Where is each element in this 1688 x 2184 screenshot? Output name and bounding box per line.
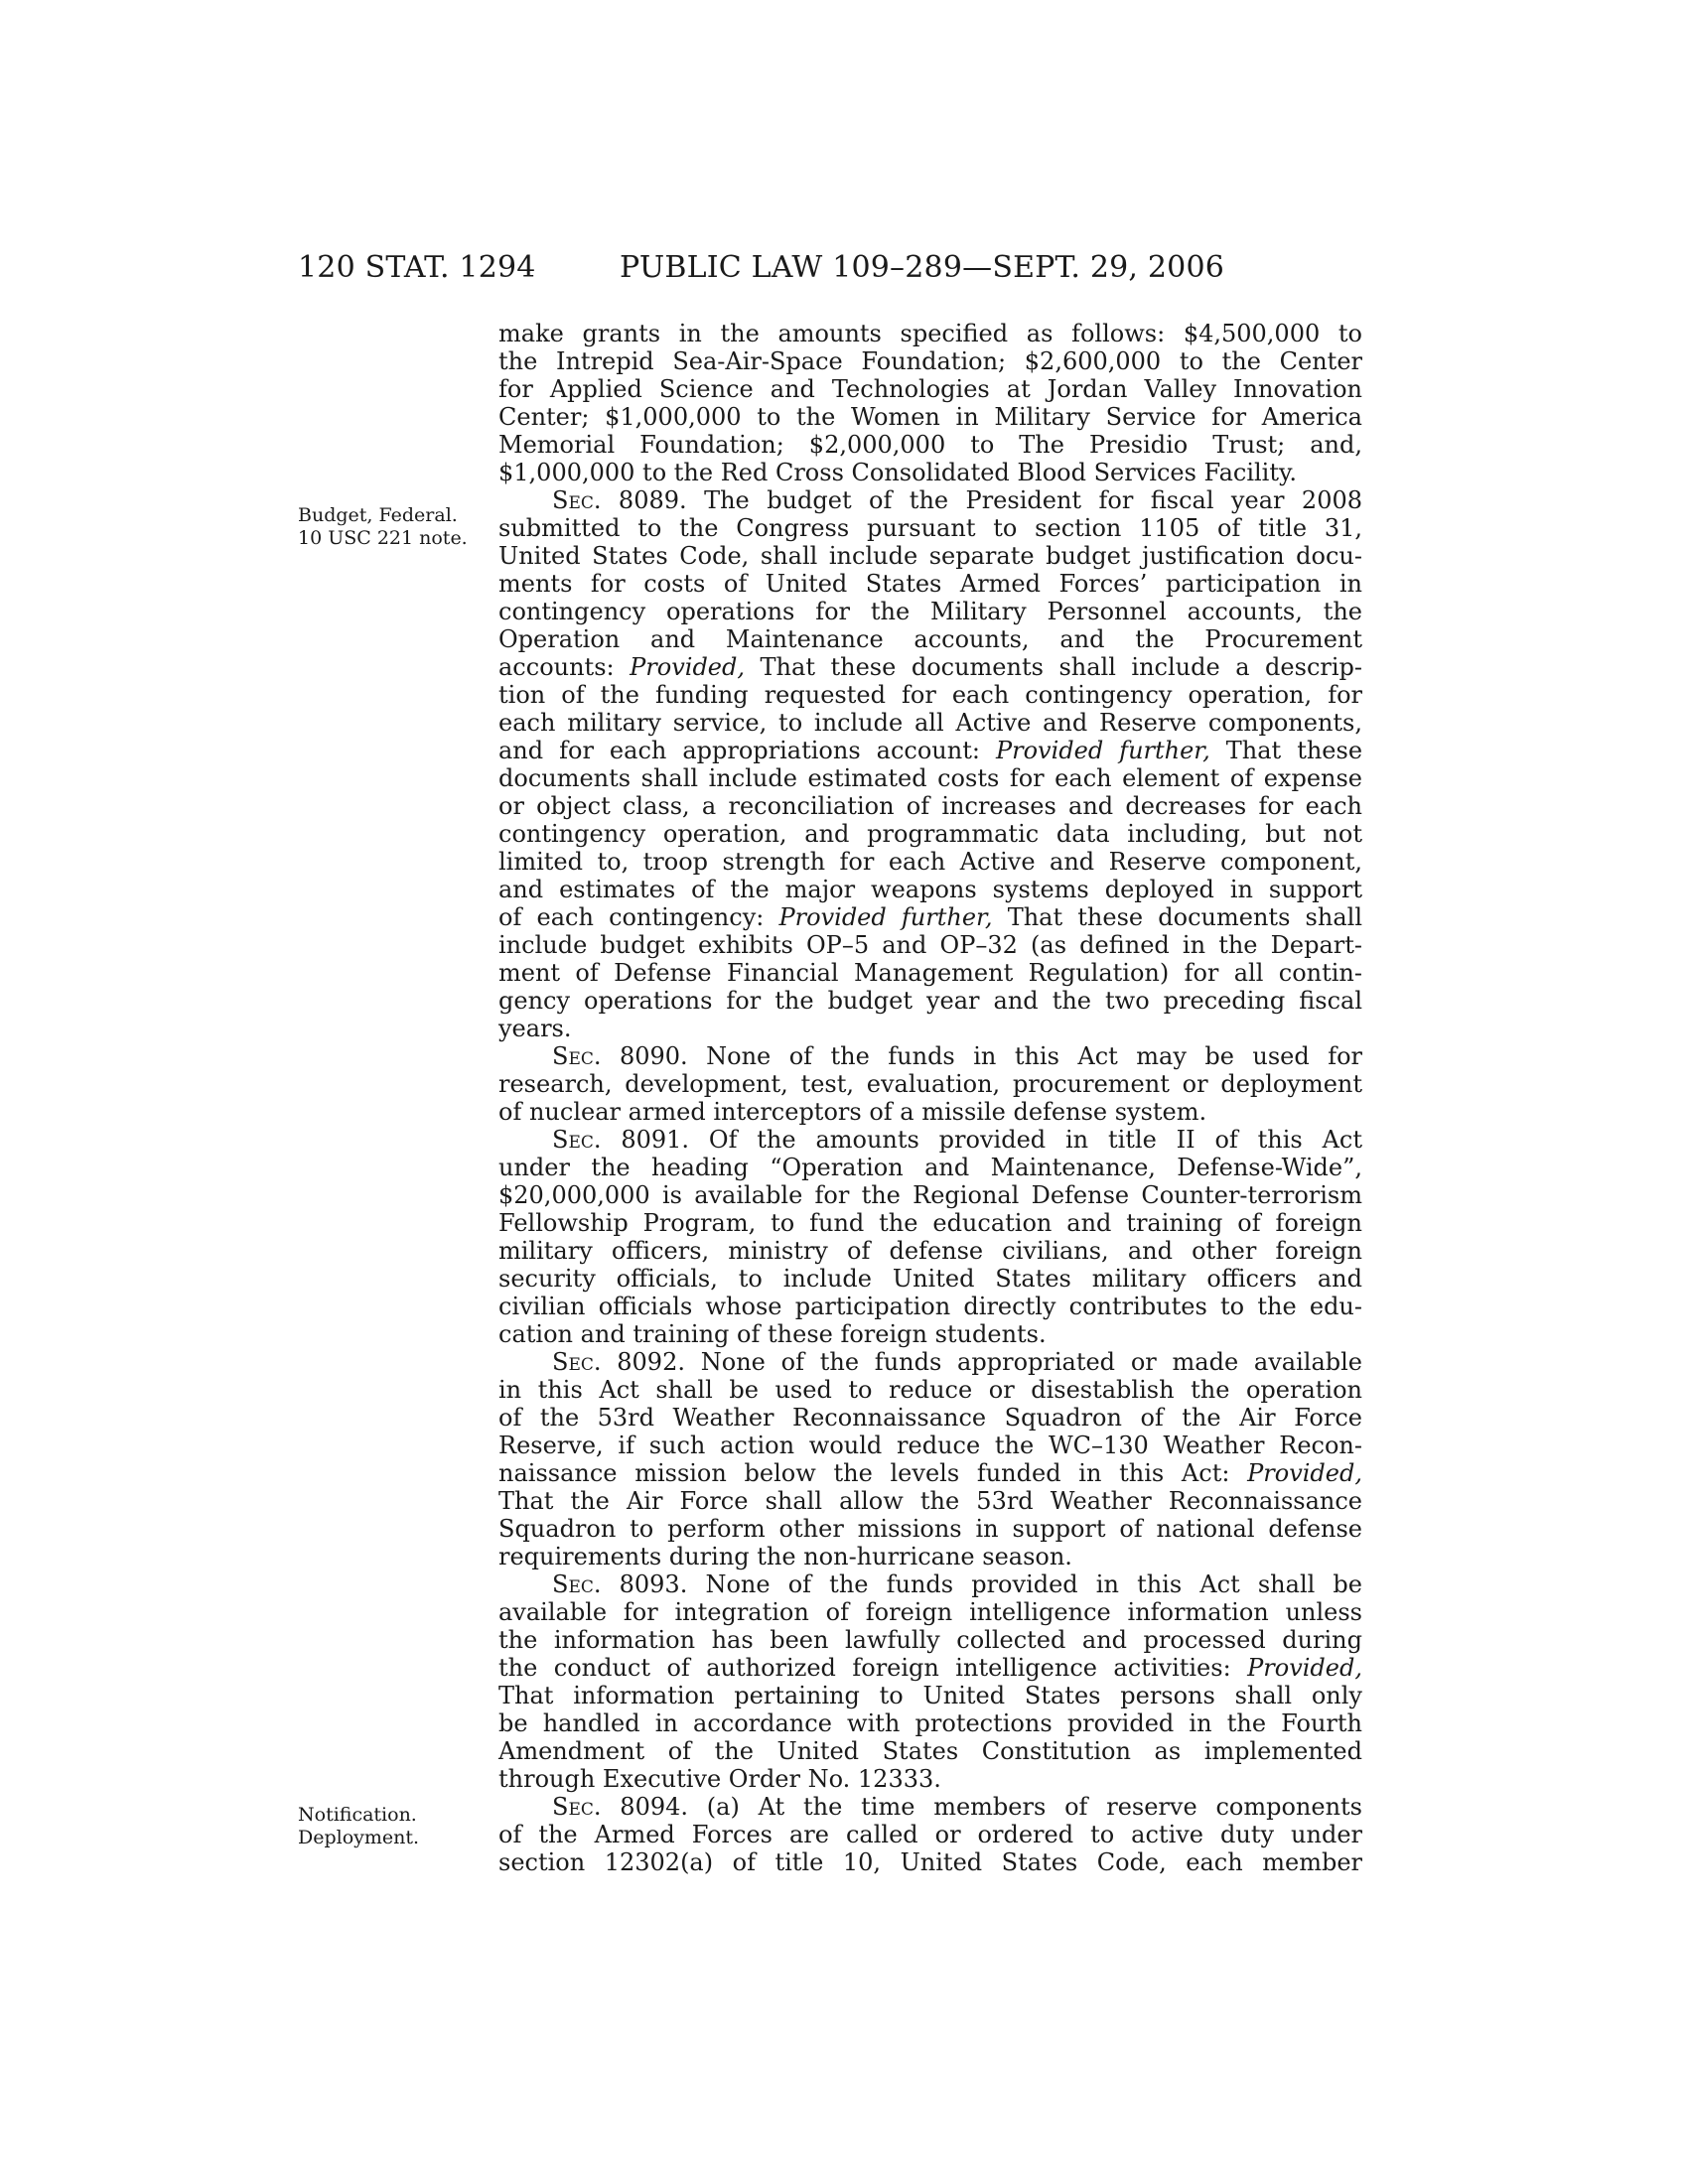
text-line bbox=[498, 514, 1362, 542]
text-run: . 8089. The budget of the President for fiscal year 2008 bbox=[593, 486, 1362, 514]
text-run: be handled in accordance with protections provided in the Fourth bbox=[498, 1709, 1362, 1737]
margin-note-line: Budget, Federal. bbox=[298, 504, 458, 526]
text-line bbox=[498, 459, 1362, 486]
text-line bbox=[498, 486, 1362, 514]
text-line bbox=[498, 1293, 1362, 1320]
text-run: ment of Defense Financial Management Regulation) for all contin- bbox=[498, 959, 1362, 987]
text-line bbox=[498, 1654, 1362, 1682]
text-line bbox=[498, 598, 1362, 625]
text-run: Fellowship Program, to fund the education and training of foreign bbox=[498, 1209, 1362, 1237]
text-line bbox=[498, 1598, 1362, 1626]
text-line bbox=[498, 431, 1362, 459]
text-line bbox=[498, 320, 1362, 347]
text-run: for Applied Science and Technologies at Jordan Valley Innovation bbox=[498, 375, 1362, 403]
margin-note-notification bbox=[298, 1804, 419, 1849]
margin-note-line: Deployment. bbox=[298, 1827, 420, 1848]
text-run: of nuclear armed interceptors of a missile defense system. bbox=[498, 1098, 1207, 1126]
proviso-italic: Provided, bbox=[630, 653, 746, 681]
margin-note-budget bbox=[298, 504, 468, 550]
text-line bbox=[498, 1682, 1362, 1709]
text-run: . 8091. Of the amounts provided in title II of this Act bbox=[593, 1126, 1362, 1154]
text-line bbox=[498, 1487, 1362, 1515]
text-line bbox=[498, 764, 1362, 792]
text-run: research, development, test, evaluation, procurement or deployment bbox=[498, 1070, 1362, 1098]
margin-note-line: Notification. bbox=[298, 1804, 417, 1826]
text-run: Squadron to perform other missions in support of national defense bbox=[498, 1515, 1362, 1543]
page-number-header: 120 STAT. 1294 bbox=[298, 250, 536, 285]
text-line bbox=[498, 1181, 1362, 1209]
text-line bbox=[498, 709, 1362, 737]
text-run: $20,000,000 is available for the Regional Defense Counter-terrorism bbox=[498, 1181, 1362, 1209]
text-run: the conduct of authorized foreign intelligence activities: bbox=[498, 1654, 1248, 1682]
text-line bbox=[498, 1348, 1362, 1376]
text-run: . 8092. None of the funds appropriated or made available bbox=[593, 1348, 1362, 1376]
text-run: military officers, ministry of defense civilians, and other foreign bbox=[498, 1237, 1362, 1265]
text-line bbox=[498, 1765, 1362, 1793]
text-line bbox=[498, 1265, 1362, 1293]
text-run: each military service, to include all Active and Reserve components, bbox=[498, 709, 1362, 737]
text-run: That the Air Force shall allow the 53rd Weather Reconnaissance bbox=[498, 1487, 1362, 1515]
text-run: Center; $1,000,000 to the Women in Military Service for America bbox=[498, 403, 1362, 431]
text-line bbox=[498, 653, 1362, 681]
text-run: Operation and Maintenance accounts, and the Procurement bbox=[498, 625, 1362, 653]
proviso-italic: Provided, bbox=[1247, 1654, 1362, 1682]
text-line bbox=[498, 1209, 1362, 1237]
text-line bbox=[498, 1848, 1362, 1876]
text-line bbox=[498, 903, 1362, 931]
text-line bbox=[498, 347, 1362, 375]
text-line bbox=[498, 931, 1362, 959]
text-run: of each contingency: bbox=[498, 903, 779, 931]
proviso-italic: Provided further, bbox=[778, 903, 993, 931]
text-line bbox=[498, 681, 1362, 709]
text-run: Reserve, if such action would reduce the WC–130 Weather Recon- bbox=[498, 1432, 1362, 1459]
text-run: $1,000,000 to the Red Cross Consolidated Blood Services Facility. bbox=[498, 459, 1297, 486]
text-line bbox=[498, 1821, 1362, 1848]
text-run: requirements during the non-hurricane season. bbox=[498, 1543, 1072, 1570]
text-line bbox=[498, 820, 1362, 848]
text-run: accounts: bbox=[498, 653, 631, 681]
text-line bbox=[498, 1626, 1362, 1654]
text-line bbox=[498, 1793, 1362, 1821]
running-header-title: PUBLIC LAW 109–289—SEPT. 29, 2006 bbox=[620, 250, 1225, 285]
text-run: or object class, a reconciliation of increases and decreases for each bbox=[498, 792, 1362, 820]
text-line bbox=[498, 848, 1362, 876]
text-run: of the Armed Forces are called or ordered to active duty under bbox=[498, 1821, 1362, 1848]
text-line bbox=[498, 792, 1362, 820]
text-line bbox=[498, 403, 1362, 431]
text-run: United States Code, shall include separate budget justification docu- bbox=[498, 542, 1362, 570]
proviso-italic: Provided, bbox=[1247, 1459, 1362, 1487]
text-run: section 12302(a) of title 10, United States Code, each member bbox=[498, 1848, 1362, 1876]
section-label: Sec bbox=[552, 1793, 594, 1821]
text-run: the information has been lawfully collected and processed during bbox=[498, 1626, 1362, 1654]
text-run: . 8090. None of the funds in this Act may be used for bbox=[593, 1042, 1362, 1070]
proviso-italic: Provided further, bbox=[995, 737, 1210, 764]
section-label: Sec bbox=[552, 1042, 594, 1070]
text-run: That these documents shall bbox=[992, 903, 1362, 931]
text-line bbox=[498, 1404, 1362, 1432]
text-run: civilian officials whose participation directly contributes to the edu- bbox=[498, 1293, 1362, 1320]
text-line bbox=[498, 375, 1362, 403]
text-run: cation and training of these foreign students. bbox=[498, 1320, 1047, 1348]
text-line bbox=[498, 959, 1362, 987]
text-line bbox=[498, 1237, 1362, 1265]
text-line bbox=[498, 1320, 1362, 1348]
text-run: the Intrepid Sea-Air-Space Foundation; $2,600,000 to the Center bbox=[498, 347, 1362, 375]
section-label: Sec bbox=[552, 1570, 594, 1598]
text-line bbox=[498, 1126, 1362, 1154]
text-line bbox=[498, 1376, 1362, 1404]
text-run: gency operations for the budget year and the two preceding fiscal bbox=[498, 987, 1362, 1015]
text-line bbox=[498, 1098, 1362, 1126]
margin-note-line: 10 USC 221 note. bbox=[298, 527, 468, 549]
text-run: . 8093. None of the funds provided in this Act shall be bbox=[593, 1570, 1362, 1598]
text-run: Amendment of the United States Constitution as implemented bbox=[498, 1737, 1362, 1765]
text-line bbox=[498, 1432, 1362, 1459]
text-line bbox=[498, 987, 1362, 1015]
text-run: through Executive Order No. 12333. bbox=[498, 1765, 941, 1793]
text-run: That these documents shall include a descrip- bbox=[745, 653, 1362, 681]
text-run: include budget exhibits OP–5 and OP–32 (as defined in the Depart- bbox=[498, 931, 1362, 959]
text-run: ments for costs of United States Armed Forces’ participation in bbox=[498, 570, 1362, 598]
text-run: and estimates of the major weapons systems deployed in support bbox=[498, 876, 1362, 903]
text-run: available for integration of foreign intelligence information unless bbox=[498, 1598, 1362, 1626]
text-line bbox=[498, 1015, 1362, 1042]
text-line bbox=[498, 1042, 1362, 1070]
text-line bbox=[498, 625, 1362, 653]
text-run: limited to, troop strength for each Active and Reserve component, bbox=[498, 848, 1362, 876]
text-line bbox=[498, 1543, 1362, 1570]
section-label: Sec bbox=[552, 486, 594, 514]
text-run: contingency operation, and programmatic data including, but not bbox=[498, 820, 1362, 848]
text-line bbox=[498, 1459, 1362, 1487]
text-run: under the heading “Operation and Maintenance, Defense-Wide”, bbox=[498, 1154, 1362, 1181]
text-run: tion of the funding requested for each contingency operation, for bbox=[498, 681, 1362, 709]
text-line bbox=[498, 570, 1362, 598]
text-line bbox=[498, 1154, 1362, 1181]
text-run: years. bbox=[498, 1015, 572, 1042]
text-line bbox=[498, 876, 1362, 903]
text-run: documents shall include estimated costs for each element of expense bbox=[498, 764, 1362, 792]
section-label: Sec bbox=[552, 1126, 594, 1154]
text-run: and for each appropriations account: bbox=[498, 737, 996, 764]
text-run: That these bbox=[1209, 737, 1363, 764]
text-line bbox=[498, 1737, 1362, 1765]
text-line bbox=[498, 1070, 1362, 1098]
text-run: Memorial Foundation; $2,000,000 to The Presidio Trust; and, bbox=[498, 431, 1362, 459]
text-run: contingency operations for the Military Personnel accounts, the bbox=[498, 598, 1362, 625]
text-run: make grants in the amounts specified as follows: $4,500,000 to bbox=[498, 320, 1362, 347]
text-run: submitted to the Congress pursuant to section 1105 of title 31, bbox=[498, 514, 1362, 542]
section-label: Sec bbox=[552, 1348, 594, 1376]
text-run: of the 53rd Weather Reconnaissance Squadron of the Air Force bbox=[498, 1404, 1362, 1432]
text-run: naissance mission below the levels funded in this Act: bbox=[498, 1459, 1248, 1487]
text-line bbox=[498, 1709, 1362, 1737]
text-run: in this Act shall be used to reduce or disestablish the operation bbox=[498, 1376, 1362, 1404]
text-run: That information pertaining to United States persons shall only bbox=[498, 1682, 1362, 1709]
body-text bbox=[498, 320, 1362, 1876]
text-line bbox=[498, 1570, 1362, 1598]
text-run: security officials, to include United States military officers and bbox=[498, 1265, 1362, 1293]
text-line bbox=[498, 542, 1362, 570]
text-line bbox=[498, 1515, 1362, 1543]
text-run: . 8094. (a) At the time members of reserve components bbox=[593, 1793, 1362, 1821]
text-line bbox=[498, 737, 1362, 764]
